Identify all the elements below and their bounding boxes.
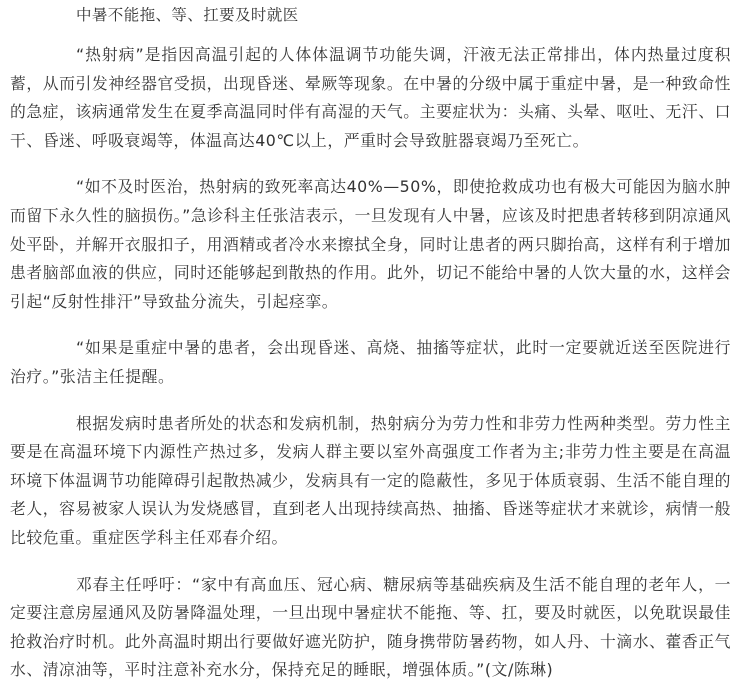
paragraph-heatstroke-definition: “热射病”是指因高温引起的人体体温调节功能失调，汗液无法正常排出，体内热量过度积蓄，从而引发神经器官受损，出现昏迷、晕厥等现象。在中暑的分级中属于重症中暑，是一种致命性的急症，该病通常发生在夏季高温同时伴有高湿的天气。主要症状为：头痛、头晕、呕吐、无汗、口干、昏迷、呼吸衰竭等，体温高达40℃以上，严重时会导致脏器衰竭乃至死亡。 [10,45,731,150]
section-subtitle: 中暑不能拖、等、扛要及时就医 [76,6,299,24]
paragraph-first-aid: “如不及时医治，热射病的致死率高达40%—50%，即使抢救成功也有极大可能因为脑水肿而留下永久性的脑损伤。”急诊科主任张洁表示，一旦发现有人中暑，应该及时把患者转移到阴凉通风处平卧，并解开衣服扣子，用酒精或者冷水来擦拭全身，同时让患者的两只脚抬高，这样有利于增加患者脑部血液的供应，同时还能够起到散热的作用。此外，切记不能给中暑的人饮大量的水，这样会引起“反射性排汗”导致盐分流失，引起痉挛。 [10,177,731,311]
paragraph-types: 根据发病时患者所处的状态和发病机制，热射病分为劳力性和非劳力性两种类型。劳力性主要是在高温环境下内源性产热过多，发病人群主要以室外高强度工作者为主;非劳力性主要是在高温环境下体温调节功能障碍引起散热减少，发病具有一定的隐蔽性，多见于体质衰弱、生活不能自理的老人，容易被家人误认为发烧感冒，直到老人出现持续高热、抽搐、昏迷等症状才来就诊，病情一般比较危重。重症医学科主任邓春介绍。 [10,413,731,547]
paragraph-severe-case: “如果是重症中暑的患者，会出现昏迷、高烧、抽搐等症状，此时一定要就近送至医院进行治疗。”张洁主任提醒。 [10,338,731,386]
paragraph-advice: 邓春主任呼吁：“家中有高血压、冠心病、糖尿病等基础疾病及生活不能自理的老年人，一定要注意房屋通风及防暑降温处理，一旦出现中暑症状不能拖、等、扛，要及时就医，以免耽误最佳抢救治疗时机。此外高温时期出行要做好遮光防护，随身携带防暑药物，如人丹、十滴水、藿香正气水、清凉油等，平时注意补充水分，保持充足的睡眠，增强体质。”(文/陈琳) [10,574,731,680]
